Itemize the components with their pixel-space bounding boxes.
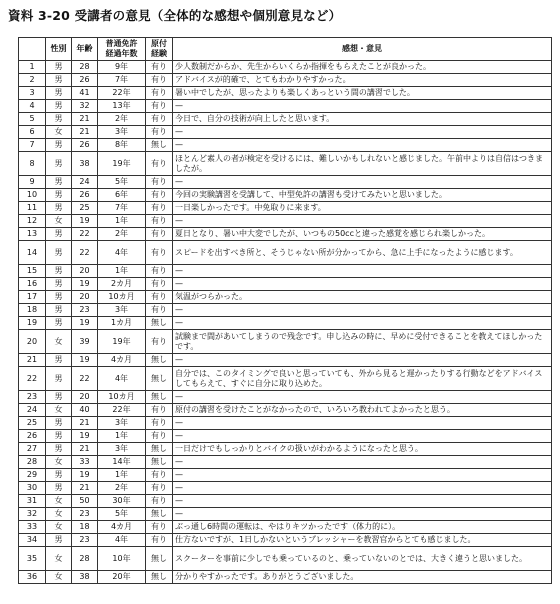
- table-row: [19, 391, 552, 404]
- table-row: [19, 291, 552, 304]
- row-number: 35: [19, 547, 46, 571]
- opinion-cell: —: [173, 354, 552, 367]
- license-years-cell: 13年: [98, 100, 146, 113]
- age-cell: 21: [72, 482, 98, 495]
- moped-experience-cell: 有り: [146, 495, 173, 508]
- moped-experience-cell: 有り: [146, 61, 173, 74]
- license-years-cell: 9年: [98, 61, 146, 74]
- moped-experience-cell: 有り: [146, 241, 173, 265]
- license-years-cell: 10カ月: [98, 391, 146, 404]
- license-years-cell: 6年: [98, 189, 146, 202]
- row-number: 33: [19, 521, 46, 534]
- license-years-cell: 2年: [98, 113, 146, 126]
- age-cell: 33: [72, 456, 98, 469]
- table-row: [19, 317, 552, 330]
- row-number: 29: [19, 469, 46, 482]
- sex-cell: 男: [46, 202, 72, 215]
- opinion-cell: —: [173, 126, 552, 139]
- sex-cell: 女: [46, 547, 72, 571]
- sex-cell: 男: [46, 241, 72, 265]
- table-row: [19, 469, 552, 482]
- moped-experience-cell: 有り: [146, 278, 173, 291]
- opinion-cell: ほとんど素人の者が検定を受けるには、難しいかもしれないと感じました。午前中よりは自信はつきましたが。: [173, 152, 552, 176]
- table-row: [19, 278, 552, 291]
- table-row: [19, 430, 552, 443]
- table-row: [19, 202, 552, 215]
- age-cell: 20: [72, 265, 98, 278]
- table-row: [19, 508, 552, 521]
- row-number: 28: [19, 456, 46, 469]
- opinion-cell: 一日楽しかったです。中免取りに来ます。: [173, 202, 552, 215]
- table-row: [19, 547, 552, 571]
- sex-cell: 男: [46, 265, 72, 278]
- sex-cell: 男: [46, 139, 72, 152]
- table-row: [19, 571, 552, 584]
- row-number: 21: [19, 354, 46, 367]
- moped-experience-cell: 無し: [146, 456, 173, 469]
- table-row: [19, 304, 552, 317]
- license-years-cell: 3年: [98, 417, 146, 430]
- license-years-cell: 5年: [98, 508, 146, 521]
- moped-experience-cell: 有り: [146, 100, 173, 113]
- table-row: [19, 241, 552, 265]
- moped-experience-cell: 有り: [146, 228, 173, 241]
- moped-experience-cell: 有り: [146, 469, 173, 482]
- moped-experience-cell: 無し: [146, 139, 173, 152]
- age-cell: 19: [72, 430, 98, 443]
- license-years-cell: 1年: [98, 215, 146, 228]
- table-row: [19, 113, 552, 126]
- opinion-cell: —: [173, 430, 552, 443]
- license-years-cell: 1カ月: [98, 317, 146, 330]
- sex-cell: 男: [46, 61, 72, 74]
- header-sex: 性別: [46, 38, 72, 61]
- moped-experience-cell: 有り: [146, 74, 173, 87]
- sex-cell: 男: [46, 354, 72, 367]
- sex-cell: 女: [46, 495, 72, 508]
- moped-experience-cell: 無し: [146, 571, 173, 584]
- table-row: [19, 495, 552, 508]
- age-cell: 39: [72, 330, 98, 354]
- age-cell: 20: [72, 391, 98, 404]
- header-age: 年齢: [72, 38, 98, 61]
- sex-cell: 男: [46, 534, 72, 547]
- header-no: [19, 38, 46, 61]
- table-row: [19, 126, 552, 139]
- sex-cell: 女: [46, 330, 72, 354]
- moped-experience-cell: 有り: [146, 87, 173, 100]
- opinion-cell: —: [173, 278, 552, 291]
- age-cell: 26: [72, 74, 98, 87]
- age-cell: 19: [72, 354, 98, 367]
- license-years-cell: 3年: [98, 443, 146, 456]
- moped-experience-cell: 有り: [146, 534, 173, 547]
- table-row: [19, 521, 552, 534]
- moped-experience-cell: 有り: [146, 291, 173, 304]
- sex-cell: 男: [46, 443, 72, 456]
- moped-experience-cell: 有り: [146, 304, 173, 317]
- moped-experience-cell: 有り: [146, 113, 173, 126]
- moped-experience-cell: 無し: [146, 317, 173, 330]
- moped-experience-cell: 無し: [146, 547, 173, 571]
- sex-cell: 男: [46, 304, 72, 317]
- page-title: 資料 3-20 受講者の意見（全体的な感想や個別意見など）: [8, 8, 342, 23]
- age-cell: 28: [72, 61, 98, 74]
- sex-cell: 男: [46, 317, 72, 330]
- license-years-cell: 1年: [98, 265, 146, 278]
- row-number: 7: [19, 139, 46, 152]
- age-cell: 23: [72, 304, 98, 317]
- moped-experience-cell: 有り: [146, 521, 173, 534]
- sex-cell: 男: [46, 430, 72, 443]
- moped-experience-cell: 有り: [146, 152, 173, 176]
- license-years-cell: 8年: [98, 139, 146, 152]
- row-number: 20: [19, 330, 46, 354]
- row-number: 11: [19, 202, 46, 215]
- table-row: [19, 139, 552, 152]
- license-years-cell: 2カ月: [98, 278, 146, 291]
- header-moped-experience: 原付 経験: [146, 38, 173, 61]
- table-row: [19, 100, 552, 113]
- age-cell: 22: [72, 367, 98, 391]
- license-years-cell: 19年: [98, 330, 146, 354]
- moped-experience-cell: 有り: [146, 430, 173, 443]
- license-years-cell: 20年: [98, 571, 146, 584]
- sex-cell: 男: [46, 278, 72, 291]
- age-cell: 21: [72, 443, 98, 456]
- opinion-cell: スクーターを事前に少しでも乗っているのと、乗っていないのとでは、大きく違うと思いました。: [173, 547, 552, 571]
- age-cell: 23: [72, 508, 98, 521]
- license-years-cell: 14年: [98, 456, 146, 469]
- license-years-cell: 5年: [98, 176, 146, 189]
- opinions-table: [18, 37, 552, 584]
- row-number: 25: [19, 417, 46, 430]
- age-cell: 22: [72, 228, 98, 241]
- table-body: [19, 61, 552, 584]
- sex-cell: 男: [46, 87, 72, 100]
- table-row: [19, 482, 552, 495]
- license-years-cell: 22年: [98, 404, 146, 417]
- license-years-cell: 19年: [98, 152, 146, 176]
- age-cell: 19: [72, 278, 98, 291]
- row-number: 4: [19, 100, 46, 113]
- age-cell: 41: [72, 87, 98, 100]
- license-years-cell: 4年: [98, 534, 146, 547]
- row-number: 30: [19, 482, 46, 495]
- sex-cell: 女: [46, 456, 72, 469]
- age-cell: 19: [72, 215, 98, 228]
- age-cell: 20: [72, 291, 98, 304]
- table-row: [19, 74, 552, 87]
- opinion-cell: —: [173, 456, 552, 469]
- table-row: [19, 417, 552, 430]
- table-row: [19, 456, 552, 469]
- opinion-cell: 一日だけでもしっかりとバイクの扱いがわかるようになったと思う。: [173, 443, 552, 456]
- table-header-row: [19, 38, 552, 61]
- opinion-cell: —: [173, 508, 552, 521]
- row-number: 5: [19, 113, 46, 126]
- sex-cell: 男: [46, 291, 72, 304]
- opinion-cell: 試験まで間があいてしまうので残念です。申し込みの時に、早めに受付できることを教えてほしかったです。: [173, 330, 552, 354]
- row-number: 3: [19, 87, 46, 100]
- row-number: 17: [19, 291, 46, 304]
- license-years-cell: 1年: [98, 469, 146, 482]
- age-cell: 21: [72, 126, 98, 139]
- row-number: 8: [19, 152, 46, 176]
- age-cell: 40: [72, 404, 98, 417]
- header-license-years: 普通免許 経過年数: [98, 38, 146, 61]
- moped-experience-cell: 無し: [146, 443, 173, 456]
- opinion-cell: —: [173, 265, 552, 278]
- opinion-cell: 自分では、このタイミングで良いと思っていても、外から見ると遅かったりする行動などをアドバイスしてもらえて、すぐに自分に取り込めた。: [173, 367, 552, 391]
- header-opinion: 感想・意見: [173, 38, 552, 61]
- moped-experience-cell: 有り: [146, 330, 173, 354]
- age-cell: 38: [72, 571, 98, 584]
- opinion-cell: —: [173, 495, 552, 508]
- opinion-cell: —: [173, 304, 552, 317]
- license-years-cell: 7年: [98, 74, 146, 87]
- opinion-cell: 少人数制だからか、先生からいくらか指揮をもらえたことが良かった。: [173, 61, 552, 74]
- license-years-cell: 3年: [98, 126, 146, 139]
- sex-cell: 女: [46, 215, 72, 228]
- age-cell: 21: [72, 113, 98, 126]
- opinion-cell: —: [173, 317, 552, 330]
- sex-cell: 男: [46, 482, 72, 495]
- opinion-cell: 今回の実験講習を受講して、中型免許の講習も受けてみたいと思いました。: [173, 189, 552, 202]
- row-number: 19: [19, 317, 46, 330]
- opinion-cell: —: [173, 417, 552, 430]
- license-years-cell: 7年: [98, 202, 146, 215]
- age-cell: 28: [72, 547, 98, 571]
- opinion-cell: スピードを出すべき所と、そうじゃない所が分かってから、急に上手になったように感じます。: [173, 241, 552, 265]
- license-years-cell: 4年: [98, 367, 146, 391]
- moped-experience-cell: 無し: [146, 354, 173, 367]
- row-number: 6: [19, 126, 46, 139]
- age-cell: 19: [72, 317, 98, 330]
- age-cell: 38: [72, 152, 98, 176]
- row-number: 10: [19, 189, 46, 202]
- table-row: [19, 265, 552, 278]
- license-years-cell: 10カ月: [98, 291, 146, 304]
- row-number: 15: [19, 265, 46, 278]
- opinion-cell: —: [173, 391, 552, 404]
- opinion-cell: アドバイスが的確で、とてもわかりやすかった。: [173, 74, 552, 87]
- license-years-cell: 1年: [98, 430, 146, 443]
- sex-cell: 男: [46, 189, 72, 202]
- row-number: 31: [19, 495, 46, 508]
- sex-cell: 男: [46, 469, 72, 482]
- moped-experience-cell: 無し: [146, 367, 173, 391]
- sex-cell: 男: [46, 74, 72, 87]
- opinion-cell: —: [173, 469, 552, 482]
- moped-experience-cell: 有り: [146, 404, 173, 417]
- sex-cell: 男: [46, 113, 72, 126]
- opinion-cell: 仕方ないですが、1日しかないというプレッシャーを教習官からとても感じました。: [173, 534, 552, 547]
- sex-cell: 男: [46, 417, 72, 430]
- table-row: [19, 404, 552, 417]
- row-number: 16: [19, 278, 46, 291]
- row-number: 27: [19, 443, 46, 456]
- opinion-cell: —: [173, 176, 552, 189]
- license-years-cell: 4カ月: [98, 354, 146, 367]
- table-row: [19, 87, 552, 100]
- opinion-cell: 分かりやすかったです。ありがとうございました。: [173, 571, 552, 584]
- moped-experience-cell: 無し: [146, 508, 173, 521]
- license-years-cell: 22年: [98, 87, 146, 100]
- row-number: 9: [19, 176, 46, 189]
- row-number: 26: [19, 430, 46, 443]
- opinion-cell: ぶっ通し6時間の運転は、やはりキツかったです（体力的に）。: [173, 521, 552, 534]
- opinion-cell: 夏日となり、暑い中大変でしたが、いつもの50ccと違った感覚を感じられ楽しかった。: [173, 228, 552, 241]
- row-number: 23: [19, 391, 46, 404]
- age-cell: 19: [72, 469, 98, 482]
- opinion-cell: —: [173, 215, 552, 228]
- age-cell: 23: [72, 534, 98, 547]
- license-years-cell: 4年: [98, 241, 146, 265]
- row-number: 12: [19, 215, 46, 228]
- moped-experience-cell: 有り: [146, 482, 173, 495]
- row-number: 36: [19, 571, 46, 584]
- row-number: 13: [19, 228, 46, 241]
- age-cell: 32: [72, 100, 98, 113]
- table-row: [19, 61, 552, 74]
- age-cell: 22: [72, 241, 98, 265]
- moped-experience-cell: 有り: [146, 176, 173, 189]
- age-cell: 24: [72, 176, 98, 189]
- age-cell: 26: [72, 189, 98, 202]
- opinion-cell: —: [173, 100, 552, 113]
- moped-experience-cell: 無し: [146, 391, 173, 404]
- table-row: [19, 215, 552, 228]
- opinion-cell: 気温がつらかった。: [173, 291, 552, 304]
- sex-cell: 男: [46, 100, 72, 113]
- sex-cell: 女: [46, 521, 72, 534]
- opinion-cell: —: [173, 482, 552, 495]
- row-number: 18: [19, 304, 46, 317]
- sex-cell: 女: [46, 571, 72, 584]
- table-row: [19, 367, 552, 391]
- opinion-cell: 暑い中でしたが、思ったよりも楽しくあっという間の講習でした。: [173, 87, 552, 100]
- table-row: [19, 189, 552, 202]
- age-cell: 21: [72, 417, 98, 430]
- row-number: 14: [19, 241, 46, 265]
- moped-experience-cell: 有り: [146, 202, 173, 215]
- sex-cell: 男: [46, 152, 72, 176]
- age-cell: 26: [72, 139, 98, 152]
- age-cell: 25: [72, 202, 98, 215]
- row-number: 22: [19, 367, 46, 391]
- table-row: [19, 354, 552, 367]
- row-number: 32: [19, 508, 46, 521]
- license-years-cell: 3年: [98, 304, 146, 317]
- row-number: 34: [19, 534, 46, 547]
- table-row: [19, 534, 552, 547]
- sex-cell: 男: [46, 367, 72, 391]
- table-row: [19, 443, 552, 456]
- sex-cell: 男: [46, 228, 72, 241]
- opinion-cell: 今日で、自分の技術が向上したと思います。: [173, 113, 552, 126]
- row-number: 2: [19, 74, 46, 87]
- license-years-cell: 2年: [98, 228, 146, 241]
- moped-experience-cell: 有り: [146, 126, 173, 139]
- sex-cell: 女: [46, 404, 72, 417]
- age-cell: 18: [72, 521, 98, 534]
- license-years-cell: 2年: [98, 482, 146, 495]
- opinion-cell: —: [173, 139, 552, 152]
- sex-cell: 女: [46, 508, 72, 521]
- moped-experience-cell: 有り: [146, 417, 173, 430]
- table-row: [19, 176, 552, 189]
- license-years-cell: 10年: [98, 547, 146, 571]
- table-row: [19, 330, 552, 354]
- license-years-cell: 30年: [98, 495, 146, 508]
- age-cell: 50: [72, 495, 98, 508]
- moped-experience-cell: 有り: [146, 189, 173, 202]
- table-row: [19, 228, 552, 241]
- sex-cell: 男: [46, 391, 72, 404]
- moped-experience-cell: 有り: [146, 265, 173, 278]
- moped-experience-cell: 有り: [146, 215, 173, 228]
- license-years-cell: 4カ月: [98, 521, 146, 534]
- sex-cell: 男: [46, 176, 72, 189]
- row-number: 24: [19, 404, 46, 417]
- row-number: 1: [19, 61, 46, 74]
- sex-cell: 女: [46, 126, 72, 139]
- opinion-cell: 原付の講習を受けたことがなかったので、いろいろ教われてよかったと思う。: [173, 404, 552, 417]
- table-row: [19, 152, 552, 176]
